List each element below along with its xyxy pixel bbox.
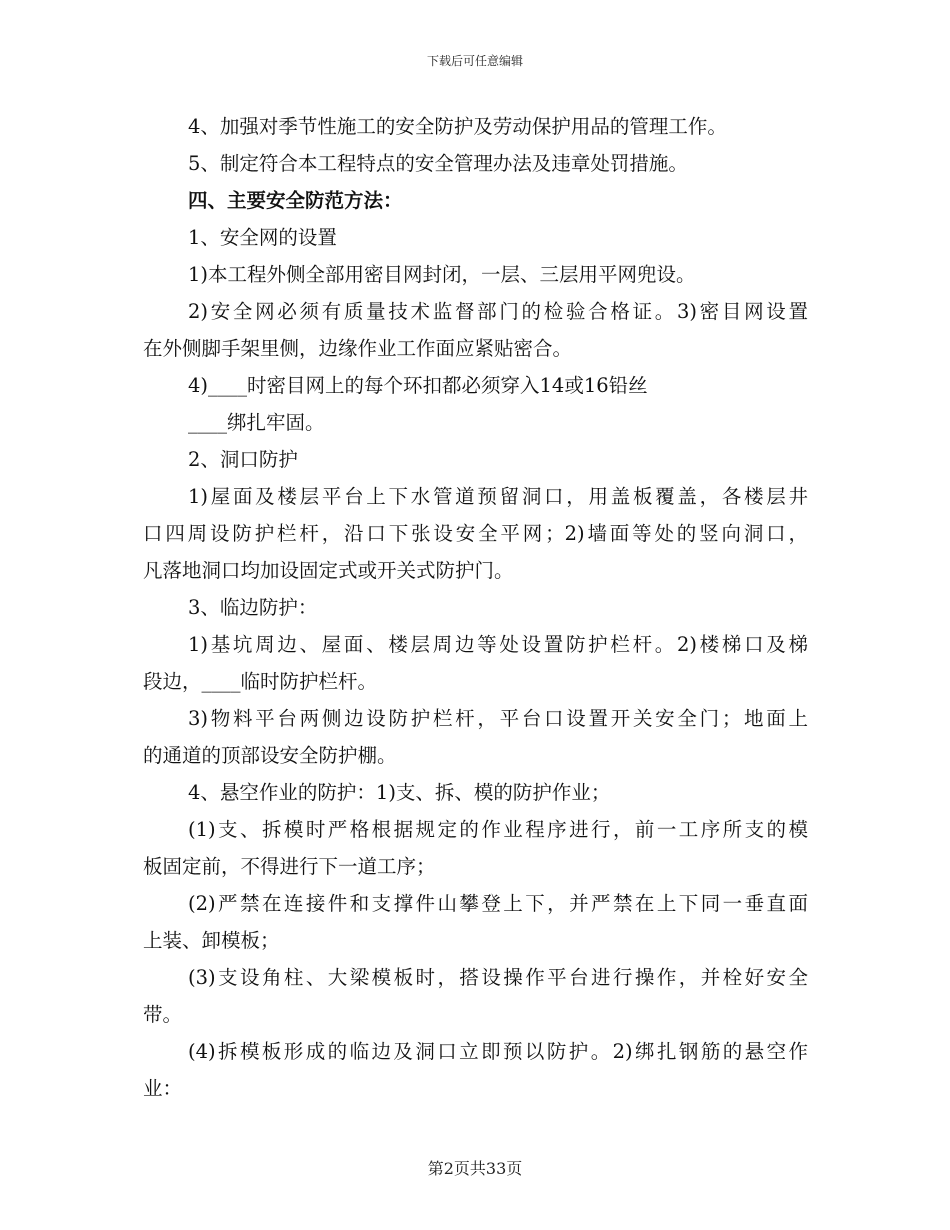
paragraph-line: 4)____时密目网上的每个环扣都必须穿入14或16铅丝 xyxy=(188,374,648,397)
subsection-heading-4: 4、悬空作业的防护：1)支、拆、模的防护作业； xyxy=(188,781,611,804)
subsection-heading-3: 3、临边防护： xyxy=(188,596,318,619)
paragraph-line: 凡落地洞口均加设固定式或开关式防护门。 xyxy=(143,559,514,582)
paragraph-line: 的通道的顶部设安全防护棚。 xyxy=(143,744,397,767)
page-number: 第2页共33页 xyxy=(427,1159,523,1178)
paragraph-line: 段边，____临时防护栏杆。 xyxy=(143,670,378,693)
paragraph-line: 2)安全网必须有质量技术监督部门的检验合格证。3)密目网设置 xyxy=(188,300,808,323)
paragraph-line: 1)本工程外侧全部用密目网封闭，一层、三层用平网兜设。 xyxy=(188,263,696,286)
paragraph-line: 在外侧脚手架里侧，边缘作业工作面应紧贴密合。 xyxy=(143,337,573,360)
paragraph-line: 上装、卸模板； xyxy=(143,929,280,952)
paragraph-line: (2)严禁在连接件和支撑件山攀登上下，并严禁在上下同一垂直面 xyxy=(188,892,808,915)
subsection-heading-2: 2、洞口防护 xyxy=(188,448,298,471)
paragraph-line: 3)物料平台两侧边设防护栏杆，平台口设置开关安全门；地面上 xyxy=(188,707,808,730)
paragraph-line: (4)拆模板形成的临边及洞口立即预以防护。2)绑扎钢筋的悬空作 xyxy=(188,1040,808,1063)
paragraph-line: (1)支、拆模时严格根据规定的作业程序进行，前一工序所支的模 xyxy=(188,818,808,841)
paragraph-line: 口四周设防护栏杆，沿口下张设安全平网；2)墙面等处的竖向洞口， xyxy=(143,522,808,545)
paragraph-line: 业： xyxy=(143,1077,183,1100)
list-item-4: 4、加强对季节性施工的安全防护及劳动保护用品的管理工作。 xyxy=(188,115,727,138)
paragraph-line: 板固定前，不得进行下一道工序； xyxy=(143,855,436,878)
document-body xyxy=(143,108,808,1107)
list-item-5: 5、制定符合本工程特点的安全管理办法及违章处罚措施。 xyxy=(188,152,688,175)
section-heading: 四、主要安全防范方法： xyxy=(188,189,403,212)
paragraph-line: 带。 xyxy=(143,1003,183,1026)
page-header: 下载后可任意编辑 xyxy=(426,54,523,68)
paragraph-line: 1)基坑周边、屋面、楼层周边等处设置防护栏杆。2)楼梯口及梯 xyxy=(188,633,808,656)
paragraph-line: 1)屋面及楼层平台上下水管道预留洞口，用盖板覆盖，各楼层井 xyxy=(188,485,808,508)
subsection-heading-1: 1、安全网的设置 xyxy=(188,226,337,249)
paragraph-line: (3)支设角柱、大梁模板时，搭设操作平台进行操作，并栓好安全 xyxy=(188,966,808,989)
paragraph-line: ____绑扎牢固。 xyxy=(188,411,325,434)
